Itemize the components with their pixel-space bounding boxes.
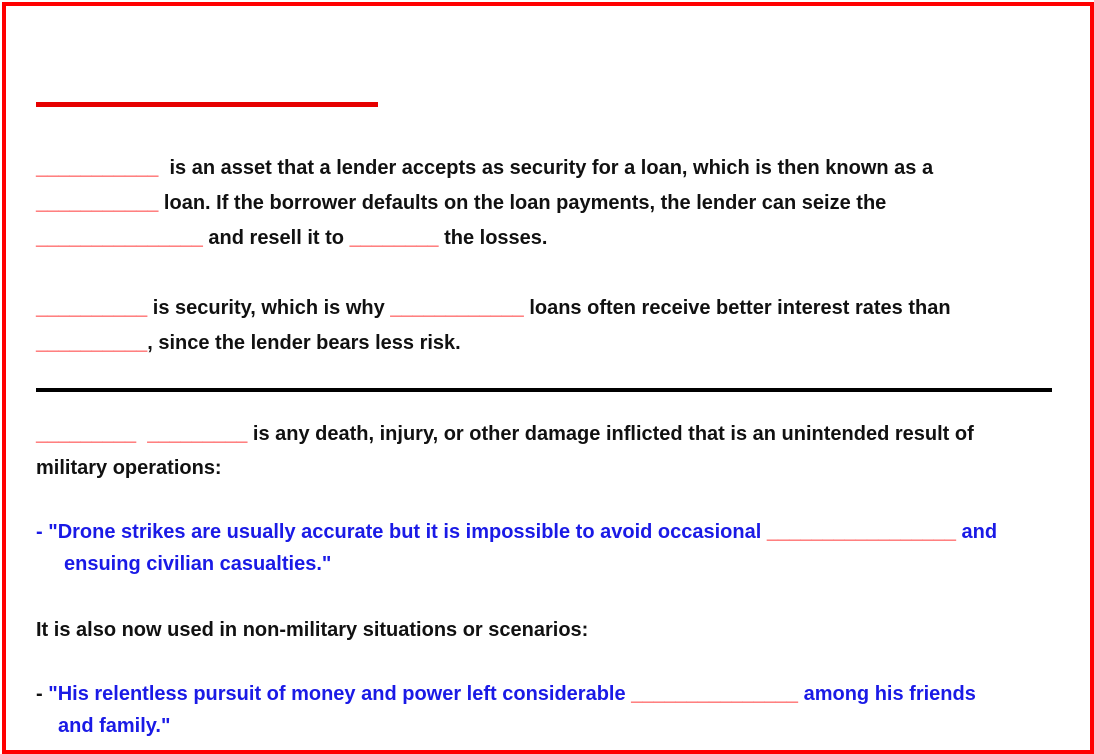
blank-collateral-word1: _________ [36,423,137,445]
paragraph2-line1 [36,296,951,320]
blank-collateral-3: __________ [36,297,148,319]
blank-collateral-2: _______________ [36,227,203,249]
title-blank [36,102,378,107]
quote-text: and [955,521,998,543]
blank-collateral-damage-2: _______________ [631,683,799,705]
blank-damage-word2: _________ [147,423,248,445]
quote-text: ensuing civilian casualties." [64,553,332,575]
paragraph1-line2 [36,191,886,215]
text: loan. If the borrower defaults on the loan payments, the lender can seize the [158,192,887,214]
quote-text: and family." [58,715,171,737]
paragraph1-line1 [36,156,933,180]
section-divider [36,388,1052,392]
text: is an asset that a lender accepts as security for a loan, which is then known as a [158,157,934,179]
example2-line2 [58,714,170,738]
text: , since the lender bears less risk. [147,332,461,354]
paragraph3-line2 [36,456,222,480]
paragraph3-line1 [36,422,974,446]
example1-line1 [36,520,997,544]
example1-line2 [64,552,331,576]
dash: - [36,683,49,705]
paragraph4-line1 [36,618,588,642]
paragraph2-line2 [36,331,461,355]
blank-unsecured: __________ [36,332,148,354]
paragraph1-line3 [36,226,547,250]
text: is security, which is why [147,297,391,319]
quote-text: "His relentless pursuit of money and power left considerable [48,683,632,705]
text [136,423,147,445]
worksheet-frame [2,2,1094,754]
text: and resell it to [202,227,350,249]
text: It is also now used in non-military situations or scenarios: [36,619,589,641]
blank-recoup: ________ [349,227,439,249]
blank-collateral: ___________ [36,157,159,179]
blank-secured: ___________ [36,192,159,214]
text: loans often receive better interest rates than [523,297,951,319]
blank-secured-2: ____________ [390,297,524,319]
quote-text: among his friends [798,683,976,705]
text: the losses. [438,227,548,249]
text: military operations: [36,457,222,479]
text: is any death, injury, or other damage inflicted that is an unintended result of [247,423,974,445]
blank-collateral-damage: _________________ [766,521,956,543]
quote-text: - "Drone strikes are usually accurate but it is impossible to avoid occasional [36,521,767,543]
example2-line1 [36,682,976,706]
